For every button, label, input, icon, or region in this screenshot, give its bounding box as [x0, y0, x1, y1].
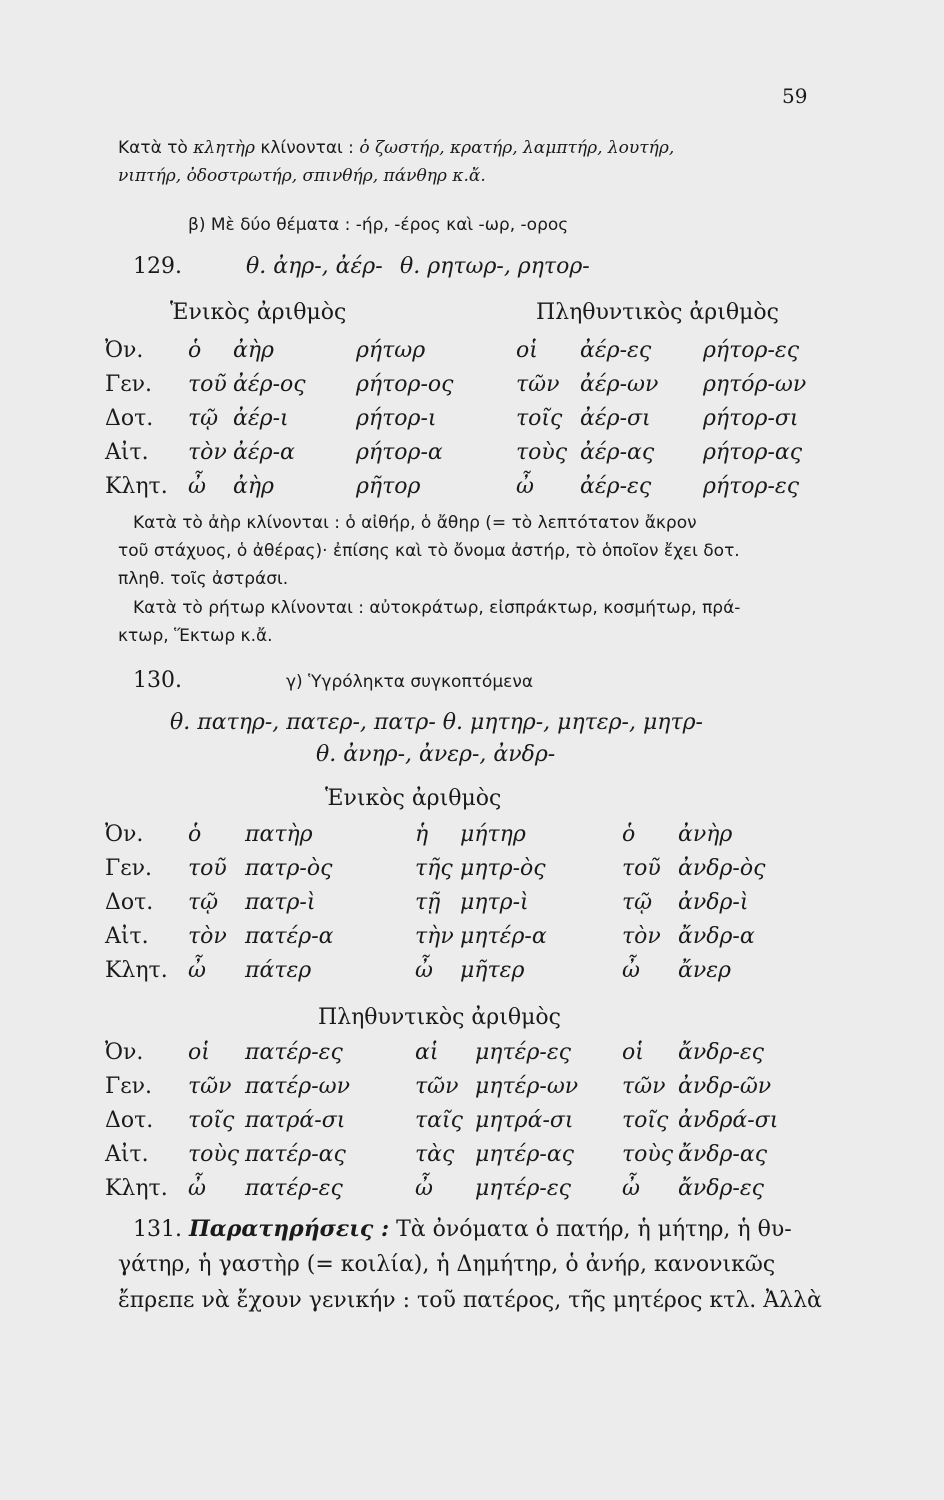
decl-129-row: [0, 338, 944, 372]
decl-129-b3: ρητόρ-ων: [703, 372, 807, 397]
decl-130-plur-c1: ὦ: [622, 1176, 640, 1201]
section-b-heading: β) Μὲ δύο θέματα : -ήρ, -έρος καὶ -ωρ, -ορος: [188, 215, 569, 235]
decl-129-b3: ρήτορ-ες: [703, 338, 800, 363]
decl-130-plur-case: Γεν.: [105, 1074, 153, 1099]
decl-130-plur-b1: ὦ: [415, 1176, 433, 1201]
note-aer-line-2: τοῦ στάχυος, ὁ ἀθέρας)· ἐπίσης καὶ τὸ ὄνομα ἀστήρ, τὸ ὁποῖον ἔχει δοτ.: [118, 541, 740, 561]
decl-130-plur-c2: ἄνδρ-ες: [678, 1040, 764, 1065]
decl-129-b1: ὦ: [516, 474, 534, 499]
decl-129-b3: ρήτορ-ας: [703, 440, 803, 465]
decl-130-sing-c2: ἄνερ: [678, 958, 731, 983]
decl-130-sing-c2: ἀνὴρ: [678, 822, 733, 847]
decl-130-plur-a1: τῶν: [188, 1074, 232, 1099]
decl-130-plur-row: [0, 1074, 944, 1108]
observations-title: Παρατηρήσεις :: [188, 1216, 390, 1242]
decl-130-sing-b1: τῇ: [415, 890, 441, 915]
decl-129-a1: τοῦ: [188, 372, 227, 397]
decl-129-a3: ρήτορ-ος: [356, 372, 454, 397]
decl-129-row: [0, 474, 944, 508]
decl-130-plur-case: Κλητ.: [105, 1176, 168, 1201]
decl-130-sing-row: [0, 924, 944, 958]
decl-130-plur-a1: τοὺς: [188, 1142, 240, 1167]
decl-130-sing-row: [0, 958, 944, 992]
note-aer-line-1: Κατὰ τὸ ἀὴρ κλίνονται : ὁ αἰθήρ, ὁ ἄθηρ (= τὸ λεπτότατον ἄκρον: [133, 513, 697, 533]
decl-130-sing-case: Κλητ.: [105, 958, 168, 983]
intro-word: κλητὴρ: [193, 138, 255, 158]
decl-130-plur-b2: μητέρ-ας: [475, 1142, 574, 1167]
note-rhetor-line-2: κτωρ, Ἕκτωρ κ.ἄ.: [118, 626, 273, 646]
decl-130-sing-c2: ἀνδρ-ὶ: [678, 890, 749, 915]
decl-130-plur-a2: πατρά-σι: [245, 1108, 346, 1133]
decl-130-plur-b1: αἱ: [415, 1040, 439, 1065]
decl-130-sing-row: [0, 822, 944, 856]
decl-129-b1: τοῖς: [516, 406, 563, 431]
decl-130-sing-b1: τὴν: [415, 924, 454, 949]
decl-130-sing-a1: τοῦ: [188, 856, 227, 881]
note-aer-line-3: πληθ. τοῖς ἀστράσι.: [118, 569, 289, 589]
decl-130-plur-b1: ταῖς: [415, 1108, 463, 1133]
decl-130-plur-c1: τῶν: [622, 1074, 666, 1099]
decl-130-sing-c1: τοῦ: [622, 856, 661, 881]
decl-129-a2: ἀὴρ: [233, 338, 274, 363]
intro-verb: κλίνονται :: [254, 138, 360, 158]
decl-129-a3: ρήτορ-α: [356, 440, 443, 465]
decl-129-b3: ρήτορ-σι: [703, 406, 799, 431]
section-c-heading: γ) Ὑγρόληκτα συγκοπτόμενα: [286, 672, 534, 692]
decl-130-sing-c1: τὸν: [622, 924, 661, 949]
decl-130-plur-c1: τοὺς: [622, 1142, 674, 1167]
decl-129-a3: ρήτωρ: [356, 338, 426, 363]
decl-129-a3: ρῆτορ: [356, 474, 421, 499]
decl-130-sing-row: [0, 856, 944, 890]
decl-129-case: Γεν.: [105, 372, 153, 397]
paragraph-131-line-1: [133, 1216, 792, 1242]
decl-130-sing-case: Ὀν.: [105, 822, 144, 847]
decl-130-plur-a2: πατέρ-ας: [245, 1142, 346, 1167]
decl-130-sing-c2: ἄνδρ-α: [678, 924, 755, 949]
decl-130-sing-b1: τῆς: [415, 856, 453, 881]
note-rhetor-line-1: Κατὰ τὸ ρήτωρ κλίνονται : αὐτοκράτωρ, εἰσπράκτωρ, κοσμήτωρ, πρά-: [133, 598, 741, 618]
decl-130-plur-c1: οἱ: [622, 1040, 644, 1065]
decl-130-plur-b2: μητέρ-ων: [475, 1074, 579, 1099]
paragraph-129-number: 129.: [133, 254, 182, 279]
decl-130-sing-c2: ἀνδρ-ὸς: [678, 856, 766, 881]
plural-heading-130: Πληθυντικὸς ἀριθμὸς: [318, 1005, 561, 1030]
decl-130-plur-c2: ἄνδρ-ας: [678, 1142, 768, 1167]
paragraph-130-number: 130.: [133, 668, 182, 693]
paragraph-131-text-1: Τὰ ὀνόματα ὁ πατήρ, ἡ μήτηρ, ἡ θυ-: [389, 1217, 792, 1242]
intro-list-1: ὁ ζωστήρ, κρατήρ, λαμπτήρ, λουτήρ,: [359, 138, 675, 158]
decl-130-plur-row: [0, 1176, 944, 1210]
decl-129-b2: ἀέρ-ας: [580, 440, 655, 465]
decl-129-b1: οἱ: [516, 338, 538, 363]
decl-130-sing-c1: τῷ: [622, 890, 653, 915]
decl-129-b2: ἀέρ-ες: [580, 474, 652, 499]
decl-130-sing-a1: τῷ: [188, 890, 219, 915]
decl-129-row: [0, 406, 944, 440]
decl-129-b2: ἀέρ-ων: [580, 372, 659, 397]
decl-130-sing-a2: πατὴρ: [245, 822, 313, 847]
decl-130-plur-c2: ἀνδρά-σι: [678, 1108, 779, 1133]
decl-130-plur-row: [0, 1040, 944, 1074]
decl-130-sing-a2: πατέρ-α: [245, 924, 334, 949]
decl-130-plur-c2: ἀνδρ-ῶν: [678, 1074, 772, 1099]
decl-130-sing-a2: πατρ-ὶ: [245, 890, 316, 915]
stems-pater-meter: θ. πατηρ-, πατερ-, πατρ- θ. μητηρ-, μητερ-, μητρ-: [170, 710, 703, 735]
decl-130-sing-b2: μητρ-ὸς: [460, 856, 546, 881]
decl-129-a1: ὁ: [188, 338, 202, 363]
decl-130-plur-b1: τῶν: [415, 1074, 459, 1099]
decl-130-sing-b1: ἡ: [415, 822, 429, 847]
decl-130-sing-b2: μητέρ-α: [460, 924, 547, 949]
decl-129-a2: ἀέρ-ος: [233, 372, 306, 397]
intro-list-2: νιπτήρ, ὀδοστρωτήρ, σπινθήρ, πάνθηρ κ.ἄ.: [118, 166, 486, 186]
decl-129-a2: ἀέρ-ι: [233, 406, 289, 431]
stems-aer: θ. ἀηρ-, ἀέρ-: [246, 254, 383, 279]
decl-130-plur-b2: μητέρ-ες: [475, 1040, 571, 1065]
decl-129-a2: ἀέρ-α: [233, 440, 295, 465]
decl-129-b1: τοὺς: [516, 440, 568, 465]
decl-130-sing-a2: πατρ-ὸς: [245, 856, 333, 881]
stems-rhetor: θ. ρητωρ-, ρητορ-: [400, 254, 590, 279]
decl-130-sing-case: Δοτ.: [105, 890, 154, 915]
paragraph-131-number: 131.: [133, 1217, 182, 1242]
decl-129-b2: ἀέρ-σι: [580, 406, 651, 431]
decl-130-sing-row: [0, 890, 944, 924]
paragraph-131-line-3: ἔπρεπε νὰ ἔχουν γενικήν : τοῦ πατέρος, τῆς μητέρος κτλ. Ἀλλὰ: [118, 1288, 822, 1313]
decl-129-a1: ὦ: [188, 474, 206, 499]
paragraph-131-line-2: γάτηρ, ἡ γαστὴρ (= κοιλία), ἡ Δημήτηρ, ὁ ἀνήρ, κανονικῶς: [118, 1252, 776, 1277]
decl-130-sing-case: Γεν.: [105, 856, 153, 881]
decl-129-a1: τῷ: [188, 406, 219, 431]
decl-130-plur-a1: τοῖς: [188, 1108, 235, 1133]
decl-130-plur-a2: πατέρ-ων: [245, 1074, 350, 1099]
decl-129-a3: ρήτορ-ι: [356, 406, 437, 431]
decl-130-plur-a1: οἱ: [188, 1040, 210, 1065]
decl-130-plur-b2: μητέρ-ες: [475, 1176, 571, 1201]
decl-129-a1: τὸν: [188, 440, 227, 465]
decl-130-plur-c1: τοῖς: [622, 1108, 669, 1133]
decl-130-sing-c1: ὦ: [622, 958, 640, 983]
decl-130-plur-case: Ὀν.: [105, 1040, 144, 1065]
decl-130-plur-row: [0, 1108, 944, 1142]
decl-129-b1: τῶν: [516, 372, 560, 397]
decl-129-b2: ἀέρ-ες: [580, 338, 652, 363]
decl-130-sing-a1: ὦ: [188, 958, 206, 983]
page-number: 59: [782, 84, 808, 108]
decl-129-row: [0, 440, 944, 474]
decl-130-plur-b2: μητρά-σι: [475, 1108, 574, 1133]
decl-130-plur-row: [0, 1142, 944, 1176]
singular-heading-129: Ἑνικὸς ἀριθμὸς: [170, 300, 347, 325]
decl-129-b3: ρήτορ-ες: [703, 474, 800, 499]
decl-129-case: Κλητ.: [105, 474, 168, 499]
decl-130-sing-a2: πάτερ: [245, 958, 312, 983]
decl-129-case: Ὀν.: [105, 338, 144, 363]
decl-130-sing-a1: τὸν: [188, 924, 227, 949]
decl-130-plur-a1: ὦ: [188, 1176, 206, 1201]
decl-130-plur-a2: πατέρ-ες: [245, 1176, 343, 1201]
decl-130-sing-b2: μῆτερ: [460, 958, 525, 983]
singular-heading-130: Ἑνικὸς ἀριθμὸς: [325, 786, 502, 811]
decl-130-plur-c2: ἄνδρ-ες: [678, 1176, 764, 1201]
intro-line-1: [118, 138, 674, 158]
decl-130-sing-a1: ὁ: [188, 822, 202, 847]
decl-130-sing-c1: ὁ: [622, 822, 636, 847]
decl-129-a2: ἀὴρ: [233, 474, 274, 499]
decl-130-sing-b2: μήτηρ: [460, 822, 526, 847]
stems-aner: θ. ἀνηρ-, ἀνερ-, ἀνδρ-: [316, 742, 556, 767]
decl-130-plur-case: Δοτ.: [105, 1108, 154, 1133]
plural-heading-129: Πληθυντικὸς ἀριθμὸς: [536, 300, 779, 325]
decl-130-plur-b1: τὰς: [415, 1142, 455, 1167]
decl-130-plur-case: Αἰτ.: [105, 1142, 149, 1167]
decl-129-row: [0, 372, 944, 406]
decl-130-sing-case: Αἰτ.: [105, 924, 149, 949]
decl-130-sing-b1: ὦ: [415, 958, 433, 983]
decl-130-plur-a2: πατέρ-ες: [245, 1040, 343, 1065]
decl-129-case: Δοτ.: [105, 406, 154, 431]
intro-prefix: Κατὰ τὸ: [118, 138, 194, 158]
decl-130-sing-b2: μητρ-ὶ: [460, 890, 529, 915]
decl-129-case: Αἰτ.: [105, 440, 149, 465]
